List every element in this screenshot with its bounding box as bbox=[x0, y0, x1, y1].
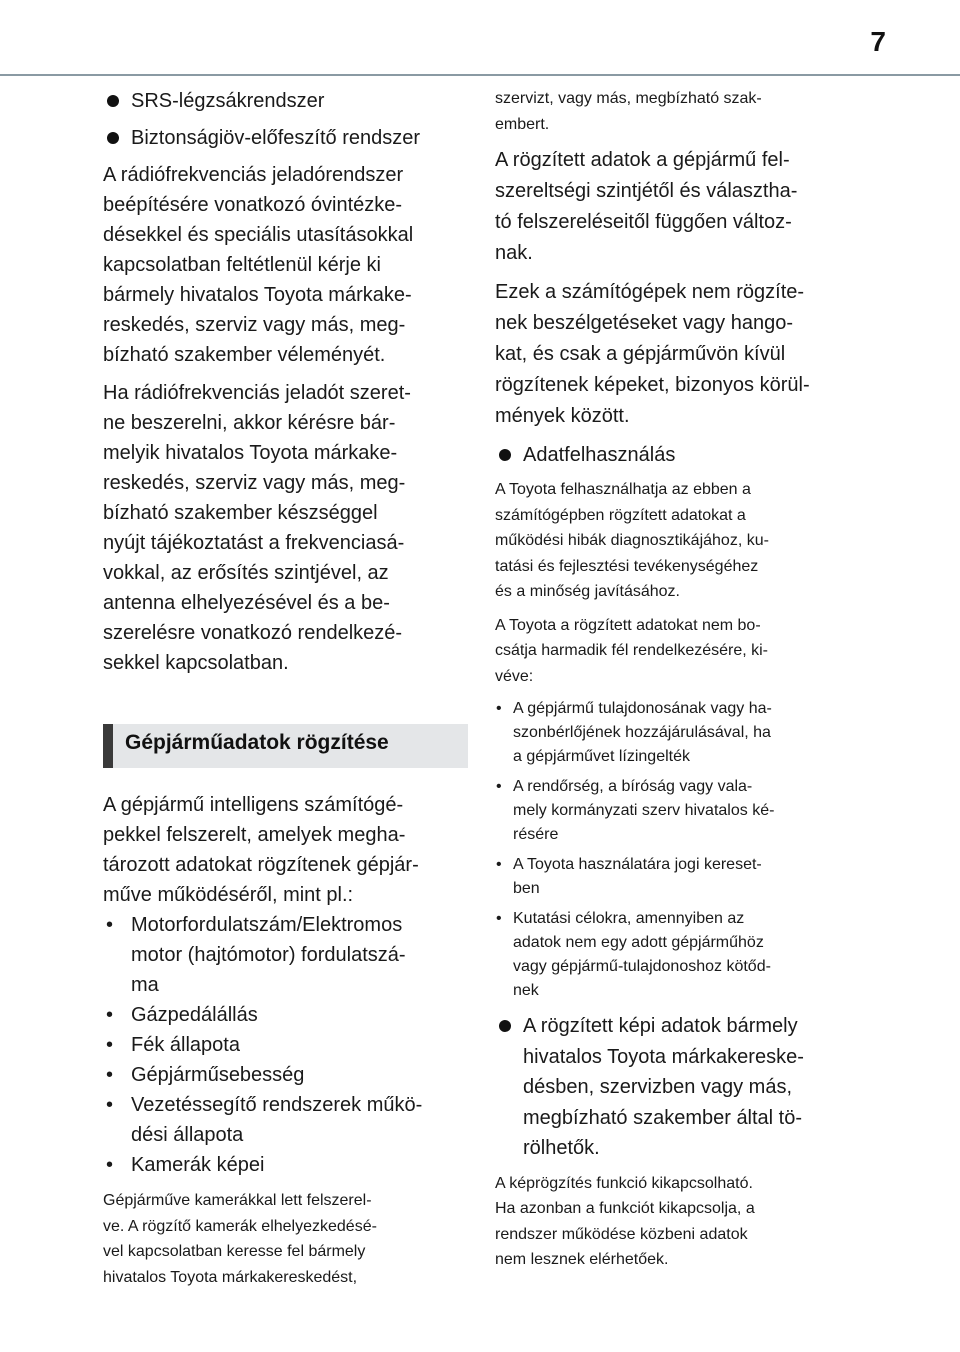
list-item: • Vezetéssegítő rendszerek műkö- dési állapota bbox=[103, 1090, 468, 1150]
bullet-item: A rögzített képi adatok bármely hivatalos Toyota márkakereske- désben, szervizben vagy más, megbízható szakember által tö- rölhetők. bbox=[495, 1011, 855, 1164]
bullet-item: Biztonságiöv-előfeszítő rendszer bbox=[103, 123, 468, 153]
paragraph: A Toyota felhasználhatja az ebben a számítógépben rögzített adatokat a működési hibák diagnosztikájához, ku- tatási és fejlesztési tevékenységéhez és a minőség javításához. bbox=[495, 481, 769, 600]
note-paragraph: Gépjárműve kamerákkal lett felszerel- ve. A rögzítő kamerák elhelyezkedésé- vel kapcsolatban keresse fel bármely hivatalos Toyota márkakereskedést, bbox=[103, 1192, 377, 1286]
list-item: • Gázpedálállás bbox=[103, 1000, 468, 1030]
list-item: • Kutatási célokra, amennyiben az adatok nem egy adott gépjárműhöz vagy gépjármű-tulajdonoshoz kötőd- nek bbox=[495, 907, 855, 1003]
header-rule bbox=[0, 74, 960, 76]
section-heading bbox=[103, 724, 468, 768]
paragraph: A rádiófrekvenciás jeladórendszer beépítésére vonatkozó óvintézke- désekkel és speciális utasításokkal kapcsolatban feltétlenül kérje ki bármely hivatalos Toyota márkake- reskedés, szerviz vagy más, meg- bízható szakember véleményét. bbox=[103, 164, 414, 366]
left-column bbox=[103, 86, 468, 1298]
continued-paragraph: szervizt, vagy más, megbízható szak- embert. bbox=[495, 90, 762, 133]
right-column bbox=[495, 86, 855, 1281]
list-item: • A rendőrség, a bíróság vagy vala- mely kormányzati szerv hivatalos ké- résére bbox=[495, 775, 855, 847]
paragraph: Ezek a számítógépek nem rögzíte- nek beszélgetéseket vagy hango- kat, és csak a gépjárművön kívül rögzítenek képeket, bizonyos körül- mények között. bbox=[495, 281, 810, 427]
paragraph: Ha rádiófrekvenciás jeladót szeret- ne beszerelni, akkor kérésre bár- melyik hivatalos Toyota márkake- reskedés, szerviz vagy más, meg- bízható szakember készséggel nyújt tájékoztatást a frekvenciasá- vokkal, az erősítés szintjével, az antenna elhelyezésével és a be- szerelésre vonatkozó rendelkezé- sekkel kapcsolatban. bbox=[103, 382, 411, 674]
page-number: 7 bbox=[870, 26, 886, 57]
exception-list bbox=[495, 697, 855, 1003]
paragraph: A képrögzítés funkció kikapcsolható. Ha azonban a funkciót kikapcsolja, a rendszer működése közbeni adatok nem lesznek elérhetőek. bbox=[495, 1174, 755, 1268]
list-item: • Fék állapota bbox=[103, 1030, 468, 1060]
paragraph: A gépjármű intelligens számítógé- pekkel felszerelt, amelyek megha- tározott adatokat rögzítenek gépjár- műve működéséről, mint pl.: bbox=[103, 794, 419, 906]
list-item: • A Toyota használatára jogi kereset- ben bbox=[495, 853, 855, 901]
section-heading-bar bbox=[103, 724, 113, 768]
list-item: • Gépjárműsebesség bbox=[103, 1060, 468, 1090]
list-item: • Kamerák képei bbox=[103, 1150, 468, 1180]
paragraph: A rögzített adatok a gépjármű fel- szereltségi szintjétől és választha- tó felszereléseitől függően változ- nak. bbox=[495, 149, 798, 264]
list-item: • A gépjármű tulajdonosának vagy ha- szonbérlőjének hozzájárulásával, ha a gépjárművet lízingelték bbox=[495, 697, 855, 769]
data-list bbox=[103, 910, 468, 1180]
bullet-item: Adatfelhasználás bbox=[495, 440, 855, 470]
bullet-item: SRS-légzsákrendszer bbox=[103, 86, 468, 116]
list-item: • Motorfordulatszám/Elektromos motor (hajtómotor) fordulatszá- ma bbox=[103, 910, 468, 1000]
paragraph: A Toyota a rögzített adatokat nem bo- csátja harmadik fél rendelkezésére, ki- véve: bbox=[495, 616, 769, 685]
section-title: Gépjárműadatok rögzítése bbox=[125, 731, 389, 754]
